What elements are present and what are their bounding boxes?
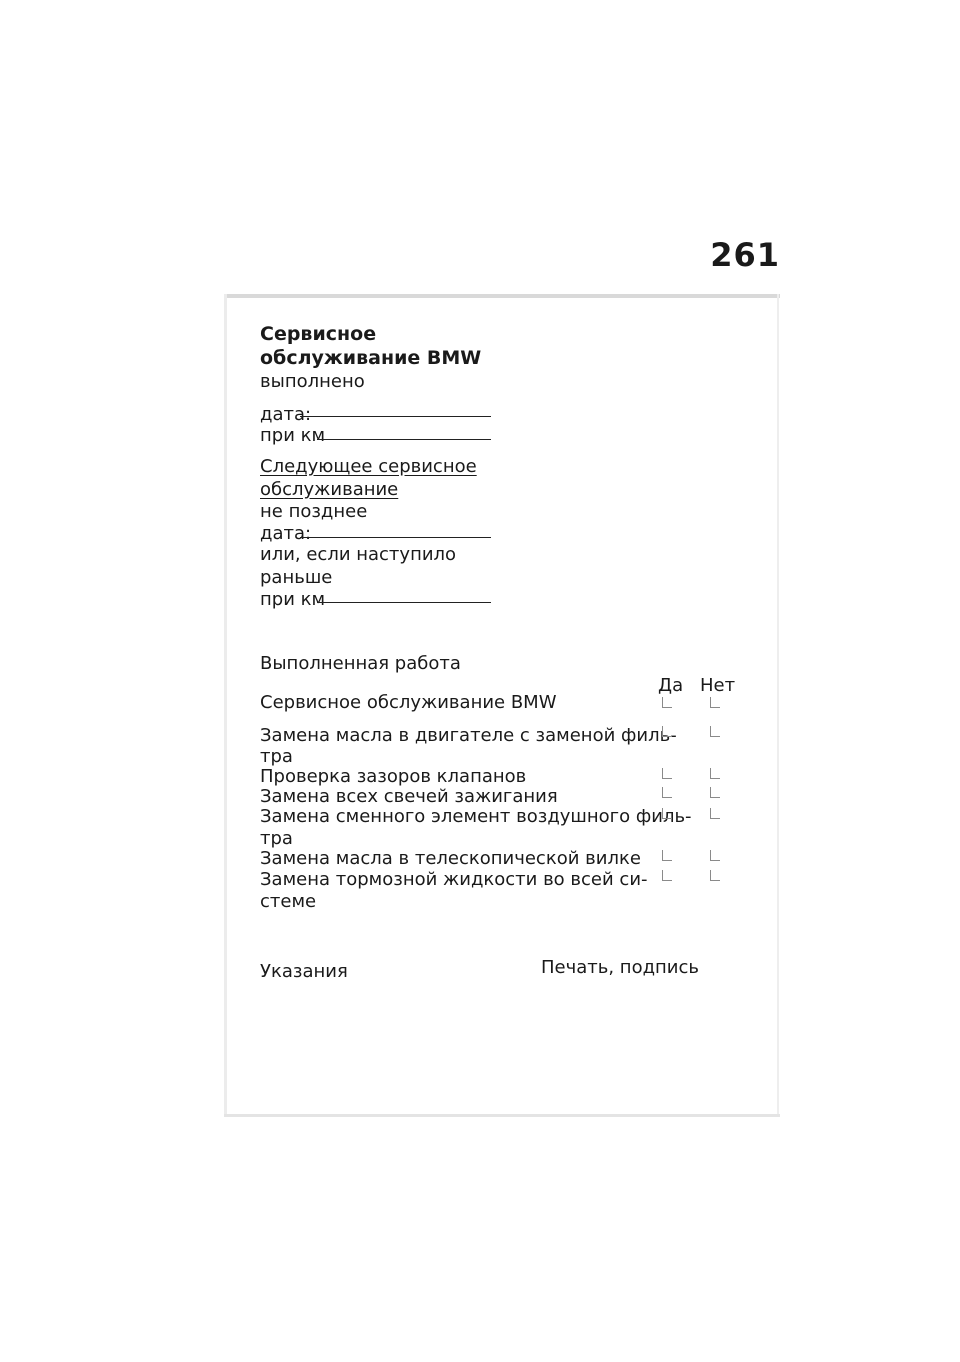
- task-engine-oil: Замена масла в двигателе с заменой филь-: [260, 725, 677, 746]
- date-label: дата:: [260, 404, 312, 425]
- frame-bottom-border: [224, 1114, 780, 1117]
- next-km-label: при км: [260, 589, 326, 610]
- title-line-1: Сервисное: [260, 323, 377, 345]
- earlier-label: раньше: [260, 567, 333, 588]
- checkbox-yes-spark[interactable]: [662, 787, 672, 798]
- task-air-filter: Замена сменного элемент воздушного филь-: [260, 806, 692, 827]
- work-done-label: Выполненная работа: [260, 653, 461, 674]
- checkbox-no-service[interactable]: [710, 697, 720, 708]
- next-km-fill-line: [317, 602, 491, 603]
- task-valve-clearance: Проверка зазоров клапанов: [260, 766, 527, 787]
- checkbox-yes-valve[interactable]: [662, 768, 672, 779]
- checkbox-no-fork-oil[interactable]: [710, 850, 720, 861]
- completed-label: выполнено: [260, 371, 365, 392]
- notes-label: Указания: [260, 961, 348, 982]
- km-fill-line: [317, 439, 491, 440]
- next-service-line-2: обслуживание: [260, 479, 399, 500]
- task-air-filter-cont: тра: [260, 828, 293, 849]
- task-brake-fluid-cont: стеме: [260, 891, 317, 912]
- checkbox-no-air-filter[interactable]: [710, 808, 720, 819]
- task-service-bmw: Сервисное обслуживание BMW: [260, 692, 557, 713]
- checkbox-no-engine-oil[interactable]: [710, 726, 720, 737]
- checkbox-yes-engine-oil[interactable]: [662, 726, 672, 737]
- or-if-label: или, если наступило: [260, 544, 457, 565]
- task-brake-fluid: Замена тормозной жидкости во всей си-: [260, 869, 648, 890]
- next-date-fill-line: [300, 537, 491, 538]
- checkbox-yes-air-filter[interactable]: [662, 808, 672, 819]
- next-service-line-1: Следующее сервисное: [260, 456, 477, 477]
- frame-right-border: [777, 294, 779, 1117]
- km-label: при км: [260, 425, 326, 446]
- checkbox-no-valve[interactable]: [710, 768, 720, 779]
- title-line-2: обслуживание BMW: [260, 347, 482, 369]
- frame-top-border: [224, 294, 780, 298]
- next-date-label: дата:: [260, 523, 312, 544]
- frame-left-border: [224, 294, 227, 1117]
- no-column-header: Нет: [700, 675, 736, 696]
- checkbox-no-brake-fluid[interactable]: [710, 870, 720, 881]
- page-number: 261: [710, 236, 780, 274]
- task-spark-plugs: Замена всех свечей зажигания: [260, 786, 558, 807]
- checkbox-yes-service[interactable]: [662, 697, 672, 708]
- date-fill-line: [300, 416, 491, 417]
- yes-column-header: Да: [658, 675, 684, 696]
- checkbox-yes-fork-oil[interactable]: [662, 850, 672, 861]
- task-fork-oil: Замена масла в телескопической вилке: [260, 848, 641, 869]
- not-later-label: не позднее: [260, 501, 368, 522]
- task-engine-oil-cont: тра: [260, 746, 293, 767]
- checkbox-yes-brake-fluid[interactable]: [662, 870, 672, 881]
- stamp-signature-label: Печать, подпись: [541, 957, 700, 978]
- checkbox-no-spark[interactable]: [710, 787, 720, 798]
